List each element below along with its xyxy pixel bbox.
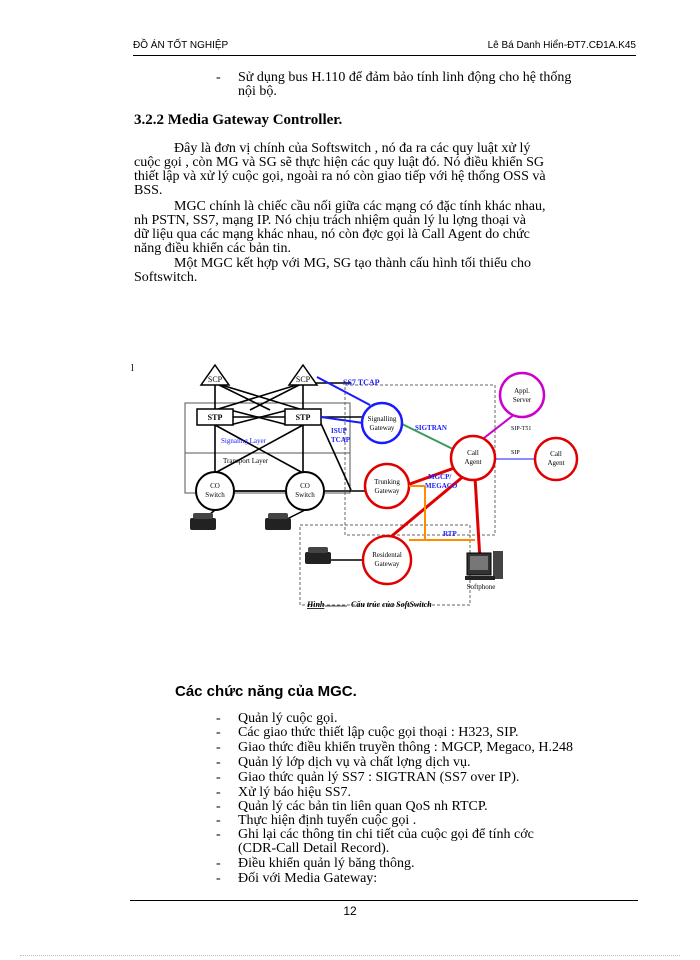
co-switch-1-label-1: CO [210,482,220,490]
signaling-layer-label: Signaling Layer [221,437,266,445]
bullet-dash: - [216,711,221,726]
p1-line2: cuộc gọi , còn MG và SG sẽ thực hiện các quy luật đó. Nó điều khiển SG [134,155,545,170]
bullet-dash: - [216,770,221,785]
bullet-dash: - [216,785,221,800]
call-agent-2-label-2: Agent [547,459,565,467]
header-left: ĐỒ ÁN TỐT NGHIỆP [133,40,229,51]
co-switch-2-label-2: Switch [295,491,315,499]
bullet-text: Xử lý báo hiệu SS7. [238,785,351,800]
signalling-gateway-label-2: Gateway [369,424,395,432]
appl-server-label-2: Server [512,396,532,404]
co-switch-1-label-2: Switch [205,491,225,499]
p3-line2: Softswitch. [134,270,198,285]
isup-link [321,417,363,423]
megaco-label: MEGACO [425,482,458,490]
bullet-text: Ghi lại các thông tin chi tiết của cuộc gọi để tính cớc [238,827,534,842]
bullet-text: (CDR-Call Detail Record). [238,841,390,856]
stp-2-label: STP [295,413,311,422]
p1-line1: Đây là đơn vị chính của Softswitch , nó đa ra các quy luật xử lý [174,141,531,156]
bullet-text: Quản lý cuộc gọi. [238,711,338,726]
scp-2-label: SCP [295,375,311,384]
transport-layer-label: Transport Layer [223,457,269,465]
figure-caption-text: Cấu trúc của SoftSwitch [351,600,432,609]
functions-title: Các chức năng của MGC. [175,683,357,700]
stp-1-label: STP [207,413,223,422]
p1-line3: thiết lập và xử lý cuộc gọi, ngoài ra nó còn giao tiếp với hệ thống OSS và [134,169,546,184]
bullet-dash: - [216,799,221,814]
ss7-tcap-label: SS7 TCAP [343,378,380,387]
bullet-text: Các giao thức thiết lập cuộc gọi thoại : H323, SIP. [238,725,519,740]
figure-caption-label: Hình [307,600,325,609]
call-agent-1-label-1: Call [467,449,479,457]
scp-1-label: SCP [207,375,223,384]
bullet-text: Quản lý lớp dịch vụ và chất lợng dịch vụ. [238,755,471,770]
appl-server-node [500,373,544,417]
sip-t51-label: SIP-T51 [511,426,532,432]
p2-line4: năng điều khiển các bản tin. [134,241,292,256]
call-agent-1-label-2: Agent [464,458,482,466]
top-bullet-dash: - [216,70,221,85]
signalling-gateway-node [362,403,402,443]
page-header [133,40,636,54]
bullet-dash: - [216,725,221,740]
phone-2-icon [265,513,291,530]
softphone-icon [465,551,503,580]
residential-gateway-label-1: Residental [372,551,402,559]
call-agent-2-label-1: Call [550,450,562,458]
residential-gateway-label-2: Gateway [374,560,400,568]
p2-line2: nh PSTN, SS7, mạng IP. Nó chịu trách nhiệm quản lý lu lợng thoại và [134,213,526,228]
bullet-text: Quản lý các bản tin liên quan QoS nh RTCP. [238,799,488,814]
bullet-dash: - [216,827,221,842]
footer-rule [130,900,638,901]
trunking-gateway-node [365,464,409,508]
p3-line1: Một MGC kết hợp với MG, SG tạo thành cấu hình tối thiểu cho [174,256,531,271]
bullet-text: Đối với Media Gateway: [238,871,378,886]
phone-1-icon [190,513,216,530]
softswitch-diagram [175,355,595,615]
isup-label: ISUP [331,427,347,435]
page-number: 12 [343,904,357,918]
bullet-dash: - [216,871,221,886]
bullet-text: Thực hiện định tuyến cuộc gọi . [238,813,417,828]
section-title: 3.2.2 Media Gateway Controller. [134,112,343,128]
figure-marker: l [131,363,134,374]
signalling-gateway-label-1: Signalling [367,415,397,423]
header-rule [133,55,636,56]
bullet-text: Điều khiển quản lý băng thông. [238,856,415,871]
top-bullet-line2: nội bộ. [238,84,277,99]
sip-label: SIP [511,450,520,456]
co-switch-2-label-1: CO [300,482,310,490]
appl-server-label-1: Appl. [514,387,530,395]
p2-line1: MGC chính là chiếc cầu nối giữa các mạng có đặc tính khác nhau, [174,199,546,214]
bullet-text: Giao thức quản lý SS7 : SIGTRAN (SS7 over IP). [238,770,520,785]
bullet-dash: - [216,813,221,828]
bullet-dash: - [216,856,221,871]
tcap-label: TCAP [331,436,351,444]
page-bottom-dotted-line [20,955,680,956]
phone-3-icon [305,547,331,564]
p2-line3: dữ liệu qua các mạng khác nhau, nó còn đợc gọi là Call Agent do chức [134,227,530,242]
p1-line4: BSS. [134,183,163,198]
mgcp-label: MGCP/ [428,473,452,481]
trunking-gateway-label-1: Trunking [374,478,400,486]
rtp-label: RTP [443,530,457,538]
header-right: Lê Bá Danh Hiển-ĐT7.CĐ1A.K45 [487,40,636,51]
trunking-gateway-label-2: Gateway [374,487,400,495]
bullet-dash: - [216,740,221,755]
top-bullet-line1: Sử dụng bus H.110 để đảm bảo tính linh động cho hệ thống [238,70,572,85]
bullet-text: Giao thức điều khiển truyền thông : MGCP, Megaco, H.248 [238,740,573,755]
sigtran-label: SIGTRAN [415,424,447,432]
bullet-dash: - [216,755,221,770]
softphone-label: Softphone [466,583,496,591]
